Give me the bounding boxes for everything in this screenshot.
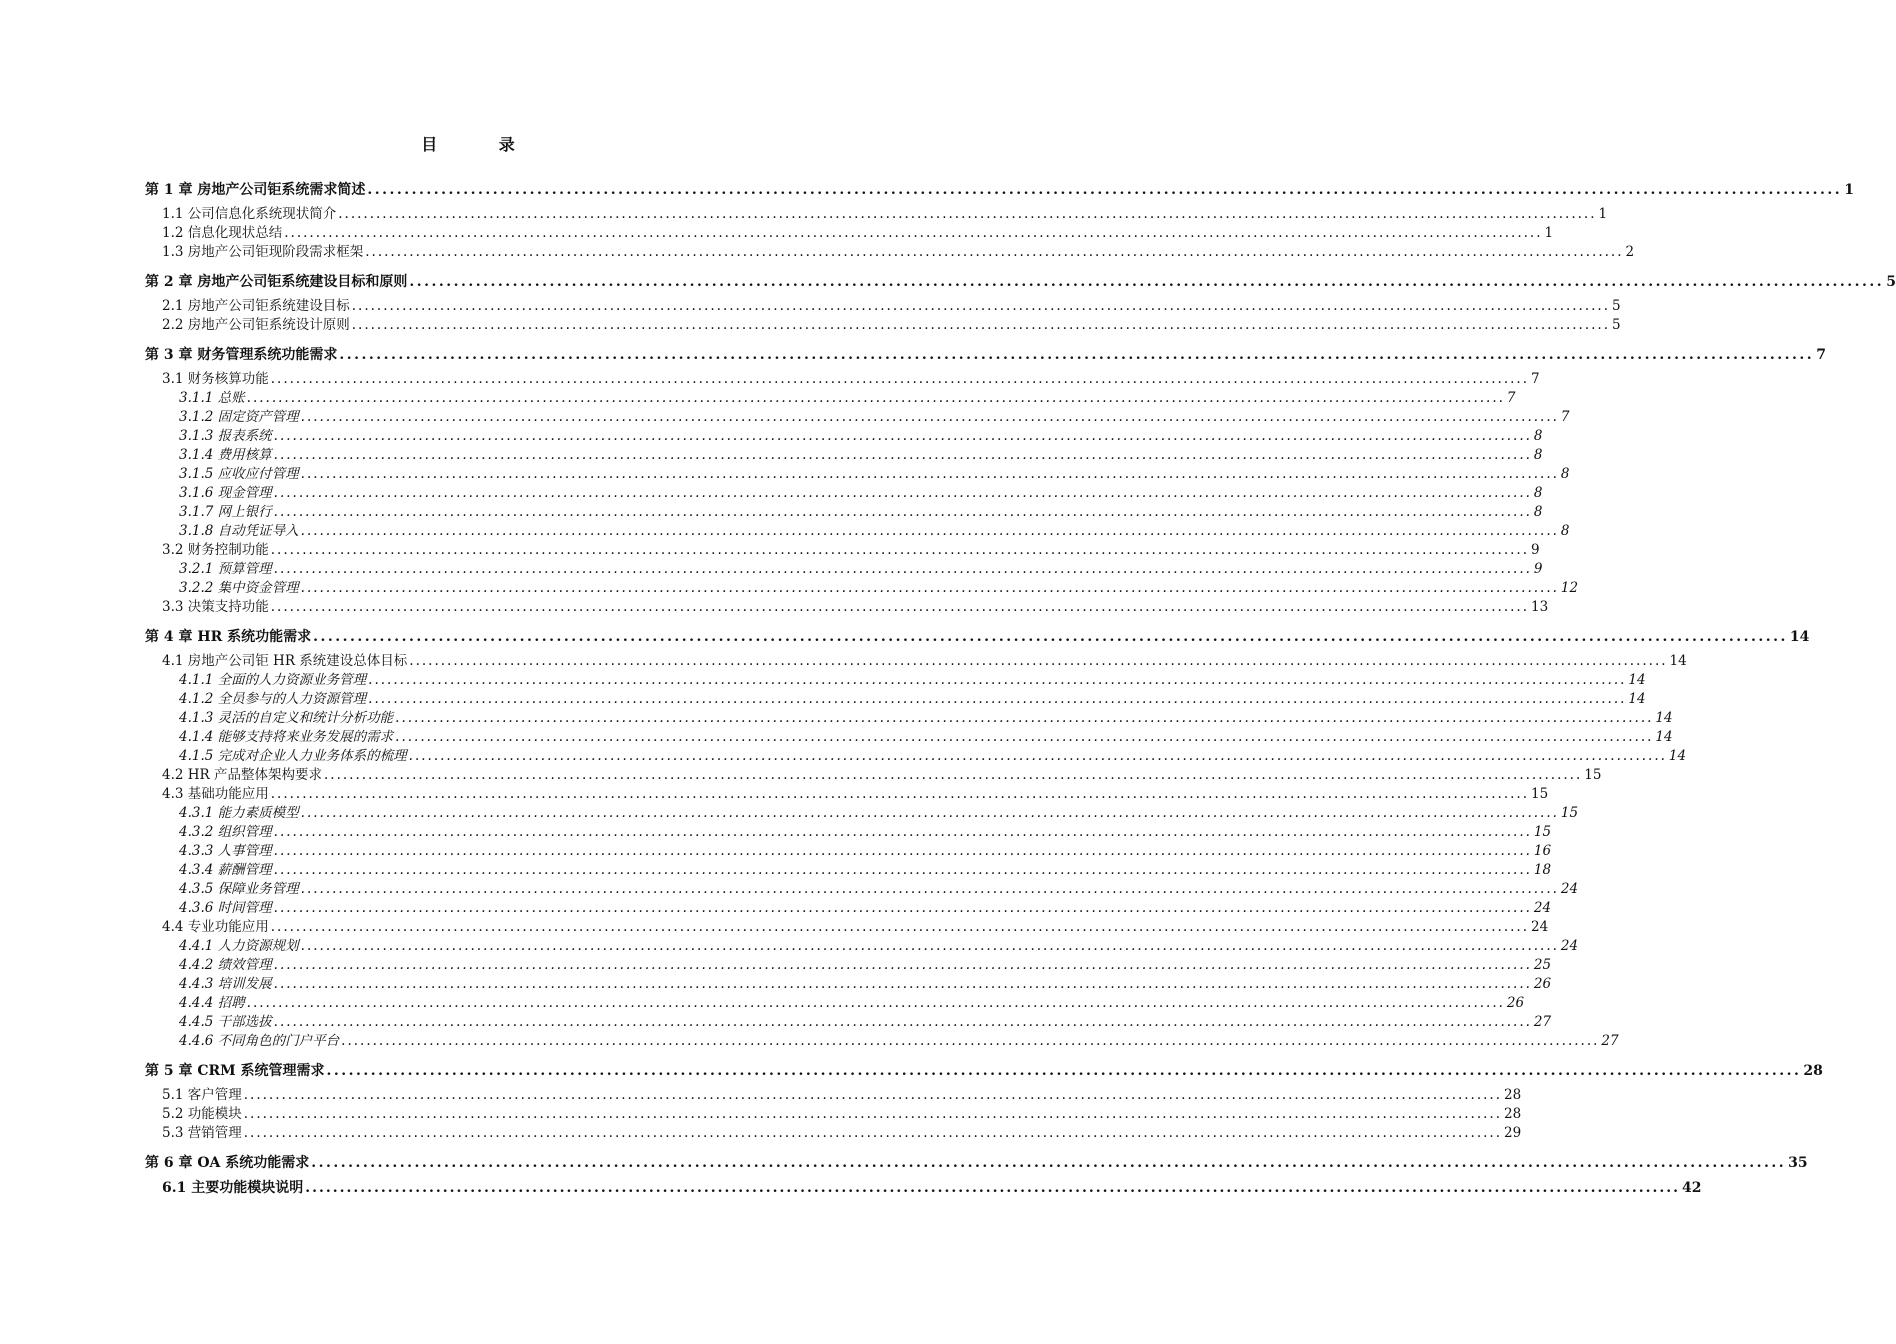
toc-page-number: 8: [1560, 466, 1570, 482]
toc-page-number: 12: [1560, 580, 1579, 596]
toc-page-number: 15: [1533, 824, 1552, 840]
toc-entry-label: 3.1 财务核算功能: [162, 371, 269, 387]
toc-dot-leader: ........................................................................................................................................................................................................: [311, 1155, 1787, 1171]
toc-entry-label: 4.1.2 全员参与的人力资源管理: [179, 691, 367, 707]
toc-entry-label: 5.2 功能模块: [162, 1106, 242, 1122]
toc-entry-label: 4.4.6 不同角色的门户平台: [179, 1033, 340, 1049]
toc-section-entry[interactable]: [145, 1013, 1552, 1032]
toc-dot-leader: ........................................................................................................................................................................................................: [273, 561, 1532, 577]
toc-page-number: 7: [1560, 409, 1570, 425]
toc-dot-leader: ........................................................................................................................................................................................................: [273, 1014, 1532, 1030]
toc-entry-label: 4.4 专业功能应用: [162, 919, 269, 935]
toc-entry-label: 4.1 房地产公司钜 HR 系统建设总体目标: [162, 653, 408, 669]
toc-entry-label: 3.2 财务控制功能: [162, 542, 269, 558]
toc-chapter-entry[interactable]: [145, 627, 1810, 647]
toc-entry-label: 3.3 决策支持功能: [162, 599, 269, 615]
toc-dot-leader: ........................................................................................................................................................................................................: [395, 710, 1654, 726]
toc-page-number: 5: [1886, 274, 1896, 290]
toc-page-number: 5: [1612, 298, 1621, 314]
toc-section-entry[interactable]: [145, 994, 1525, 1013]
toc-page-number: 9: [1533, 561, 1543, 577]
toc-page-number: 14: [1628, 691, 1646, 707]
toc-entry-label: 3.1.3 报表系统: [179, 428, 272, 444]
toc-section-entry[interactable]: [145, 918, 1549, 937]
toc-section-entry[interactable]: [145, 541, 1540, 560]
toc-page-number: 7: [1816, 347, 1826, 363]
toc-page-number: 26: [1533, 976, 1552, 992]
toc-dot-leader: ........................................................................................................................................................................................................: [270, 786, 1530, 802]
toc-section-entry[interactable]: [145, 1124, 1522, 1143]
toc-section-entry[interactable]: [145, 709, 1673, 728]
toc-section-entry[interactable]: [145, 842, 1552, 861]
toc-page-number: 29: [1504, 1125, 1522, 1141]
toc-page-number: 8: [1560, 523, 1570, 539]
toc-dot-leader: ........................................................................................................................................................................................................: [270, 919, 1530, 935]
toc-page-number: 24: [1560, 938, 1579, 954]
toc-dot-leader: ........................................................................................................................................................................................................: [273, 447, 1532, 463]
toc-section-entry[interactable]: [145, 652, 1687, 671]
toc-section-entry[interactable]: [145, 465, 1570, 484]
toc-dot-leader: ........................................................................................................................................................................................................: [300, 938, 1559, 954]
toc-page-number: 5: [1612, 317, 1621, 333]
toc-entry-label: 3.1.2 固定资产管理: [179, 409, 299, 425]
toc-entry-label: 3.2.1 预算管理: [179, 561, 272, 577]
toc-chapter-entry[interactable]: [145, 1061, 1823, 1081]
toc-section-entry[interactable]: [145, 370, 1540, 389]
toc-entry-label: 1.2 信息化现状总结: [162, 225, 283, 241]
toc-dot-leader: ........................................................................................................................................................................................................: [365, 244, 1624, 260]
toc-dot-leader: ........................................................................................................................................................................................................: [324, 767, 1583, 783]
toc-dot-leader: ........................................................................................................................................................................................................: [305, 1180, 1681, 1196]
toc-chapter-entry[interactable]: [145, 1153, 1808, 1173]
toc-entry-label: 第 3 章 财务管理系统功能需求: [145, 347, 338, 363]
toc-entry-label: 3.1.6 现金管理: [179, 485, 272, 501]
toc-section-entry[interactable]: [145, 671, 1646, 690]
toc-dot-leader: ........................................................................................................................................................................................................: [273, 976, 1532, 992]
toc-entry-label: 4.3.3 人事管理: [179, 843, 272, 859]
toc-title: 目 录: [421, 135, 543, 154]
toc-dot-leader: ........................................................................................................................................................................................................: [246, 390, 1505, 406]
toc-entry-label: 4.4.4 招聘: [179, 995, 245, 1011]
toc-section-entry[interactable]: [145, 297, 1621, 316]
toc-entry-label: 3.2.2 集中资金管理: [179, 580, 299, 596]
toc-dot-leader: ........................................................................................................................................................................................................: [408, 748, 1667, 764]
toc-dot-leader: ........................................................................................................................................................................................................: [351, 298, 1611, 314]
toc-section-entry[interactable]: [145, 205, 1608, 224]
toc-section-entry[interactable]: [145, 690, 1646, 709]
toc-dot-leader: ........................................................................................................................................................................................................: [409, 653, 1668, 669]
toc-dot-leader: ........................................................................................................................................................................................................: [270, 599, 1530, 615]
toc-dot-leader: ........................................................................................................................................................................................................: [273, 504, 1532, 520]
toc-page-number: 9: [1531, 542, 1540, 558]
toc-entry-label: 4.4.1 人力资源规划: [179, 938, 299, 954]
toc-page-number: 26: [1506, 995, 1525, 1011]
toc-entry-label: 4.1.4 能够支持将来业务发展的需求: [179, 729, 394, 745]
toc-page-number: 15: [1584, 767, 1602, 783]
toc-entry-label: 4.1.5 完成对企业人力业务体系的梳理: [179, 748, 407, 764]
toc-dot-leader: ........................................................................................................................................................................................................: [341, 1033, 1600, 1049]
toc-entry-label: 第 6 章 OA 系统功能需求: [145, 1155, 310, 1171]
toc-page-number: 24: [1560, 881, 1579, 897]
toc-section-entry[interactable]: [145, 899, 1552, 918]
toc-page-number: 35: [1788, 1155, 1808, 1171]
toc-entry-label: 2.2 房地产公司钜系统设计原则: [162, 317, 350, 333]
toc-entry-label: 1.1 公司信息化系统现状简介: [162, 206, 337, 222]
toc-dot-leader: ........................................................................................................................................................................................................: [243, 1106, 1503, 1122]
toc-section-entry[interactable]: [145, 785, 1549, 804]
toc-section-entry[interactable]: [145, 956, 1552, 975]
toc-entry-label: 4.1.3 灵活的自定义和统计分析功能: [179, 710, 394, 726]
toc-section-entry[interactable]: [145, 224, 1554, 243]
toc-section-entry[interactable]: [145, 484, 1543, 503]
toc-page-number: 15: [1560, 805, 1579, 821]
toc-section-entry[interactable]: [145, 861, 1552, 880]
toc-dot-leader: ........................................................................................................................................................................................................: [368, 691, 1627, 707]
toc-section-entry[interactable]: [145, 1032, 1619, 1051]
toc-page-number: 28: [1803, 1063, 1823, 1079]
toc-page-number: 16: [1533, 843, 1552, 859]
toc-entry-label: 6.1 主要功能模块说明: [162, 1180, 304, 1196]
toc-dot-leader: ........................................................................................................................................................................................................: [300, 409, 1559, 425]
toc-entry-label: 3.1.8 自动凭证导入: [179, 523, 299, 539]
toc-entry-label: 4.4.2 绩效管理: [179, 957, 272, 973]
toc-dot-leader: ........................................................................................................................................................................................................: [243, 1087, 1503, 1103]
toc-page-number: 14: [1628, 672, 1646, 688]
toc-section-entry[interactable]: [145, 766, 1602, 785]
toc-page-number: 24: [1531, 919, 1549, 935]
toc-dot-leader: ........................................................................................................................................................................................................: [300, 881, 1559, 897]
toc-section-entry[interactable]: [145, 880, 1579, 899]
toc-page-number: 13: [1531, 599, 1549, 615]
toc-page-number: 14: [1668, 748, 1687, 764]
table-of-contents: [145, 180, 1896, 1198]
toc-dot-leader: ........................................................................................................................................................................................................: [300, 805, 1559, 821]
toc-dot-leader: ........................................................................................................................................................................................................: [409, 274, 1885, 290]
toc-entry-label: 第 4 章 HR 系统功能需求: [145, 629, 312, 645]
toc-section-entry[interactable]: [145, 804, 1579, 823]
toc-dot-leader: ........................................................................................................................................................................................................: [273, 862, 1532, 878]
toc-section-entry[interactable]: [145, 427, 1543, 446]
toc-page-number: 15: [1531, 786, 1549, 802]
toc-dot-leader: ........................................................................................................................................................................................................: [300, 580, 1559, 596]
toc-page-number: 8: [1533, 485, 1543, 501]
toc-page-number: 8: [1533, 504, 1543, 520]
toc-section-entry[interactable]: [145, 598, 1549, 617]
toc-dot-leader: ........................................................................................................................................................................................................: [338, 206, 1597, 222]
toc-entry-label: 4.2 HR 产品整体架构要求: [162, 767, 322, 783]
toc-section-entry[interactable]: [145, 728, 1673, 747]
toc-page-number: 14: [1655, 729, 1673, 745]
toc-dot-leader: ........................................................................................................................................................................................................: [367, 182, 1843, 198]
toc-page-number: 18: [1533, 862, 1552, 878]
toc-entry-label: 1.3 房地产公司钜现阶段需求框架: [162, 244, 364, 260]
toc-section-entry[interactable]: [145, 1105, 1522, 1124]
toc-entry-label: 2.1 房地产公司钜系统建设目标: [162, 298, 350, 314]
toc-entry-label: 3.1.1 总账: [179, 390, 245, 406]
toc-page-number: 7: [1531, 371, 1540, 387]
toc-section-entry[interactable]: [145, 823, 1552, 842]
toc-page-number: 1: [1544, 225, 1554, 241]
toc-section-entry[interactable]: [145, 937, 1579, 956]
toc-page-number: 14: [1655, 710, 1673, 726]
toc-entry-label: 3.1.7 网上银行: [179, 504, 272, 520]
toc-page-number: 42: [1682, 1180, 1702, 1196]
toc-entry-label: 第 2 章 房地产公司钜系统建设目标和原则: [145, 274, 408, 290]
toc-dot-leader: ........................................................................................................................................................................................................: [273, 900, 1532, 916]
toc-page-number: 8: [1533, 428, 1543, 444]
toc-entry-label: 5.3 营销管理: [162, 1125, 242, 1141]
toc-chapter-entry[interactable]: [145, 345, 1826, 365]
toc-entry-label: 4.3 基础功能应用: [162, 786, 269, 802]
toc-dot-leader: ........................................................................................................................................................................................................: [270, 542, 1530, 558]
toc-section-entry[interactable]: [145, 560, 1543, 579]
toc-entry-label: 3.1.5 应收应付管理: [179, 466, 299, 482]
toc-section-entry[interactable]: [145, 243, 1635, 262]
toc-entry-label: 5.1 客户管理: [162, 1087, 242, 1103]
toc-dot-leader: ........................................................................................................................................................................................................: [273, 485, 1532, 501]
toc-section-entry[interactable]: [145, 316, 1621, 335]
toc-entry-label: 3.1.4 费用核算: [179, 447, 272, 463]
toc-dot-leader: ........................................................................................................................................................................................................: [351, 317, 1611, 333]
toc-dot-leader: ........................................................................................................................................................................................................: [273, 428, 1532, 444]
toc-dot-leader: ........................................................................................................................................................................................................: [246, 995, 1505, 1011]
toc-section-entry[interactable]: [145, 503, 1543, 522]
toc-dot-leader: ........................................................................................................................................................................................................: [300, 523, 1559, 539]
toc-dot-leader: ........................................................................................................................................................................................................: [243, 1125, 1503, 1141]
toc-page-number: 27: [1533, 1014, 1552, 1030]
toc-section-entry[interactable]: [145, 579, 1579, 598]
toc-entry-label: 4.3.6 时间管理: [179, 900, 272, 916]
toc-entry-label: 4.4.5 干部选拔: [179, 1014, 272, 1030]
toc-dot-leader: ........................................................................................................................................................................................................: [339, 347, 1815, 363]
toc-section-entry[interactable]: [145, 1178, 1702, 1198]
toc-page-number: 27: [1601, 1033, 1619, 1049]
toc-entry-label: 4.3.1 能力素质模型: [179, 805, 299, 821]
toc-page-number: 1: [1844, 182, 1854, 198]
toc-section-entry[interactable]: [145, 408, 1570, 427]
toc-dot-leader: ........................................................................................................................................................................................................: [395, 729, 1654, 745]
toc-chapter-entry[interactable]: [145, 180, 1854, 200]
toc-section-entry[interactable]: [145, 1086, 1522, 1105]
toc-entry-label: 4.3.5 保障业务管理: [179, 881, 299, 897]
toc-dot-leader: ........................................................................................................................................................................................................: [368, 672, 1627, 688]
toc-dot-leader: ........................................................................................................................................................................................................: [326, 1063, 1802, 1079]
toc-page-number: 24: [1533, 900, 1552, 916]
toc-page-number: 8: [1533, 447, 1543, 463]
toc-page-number: 7: [1506, 390, 1516, 406]
toc-page-number: 14: [1789, 629, 1810, 645]
toc-page-number: 14: [1669, 653, 1687, 669]
toc-dot-leader: ........................................................................................................................................................................................................: [300, 466, 1559, 482]
toc-section-entry[interactable]: [145, 446, 1543, 465]
toc-chapter-entry[interactable]: [145, 272, 1896, 292]
toc-page-number: 28: [1504, 1087, 1522, 1103]
toc-entry-label: 第 5 章 CRM 系统管理需求: [145, 1063, 325, 1079]
toc-section-entry[interactable]: [145, 747, 1687, 766]
toc-dot-leader: ........................................................................................................................................................................................................: [270, 371, 1530, 387]
toc-section-entry[interactable]: [145, 389, 1516, 408]
toc-page-number: 2: [1625, 244, 1635, 260]
toc-dot-leader: ........................................................................................................................................................................................................: [284, 225, 1543, 241]
toc-page-number: 25: [1533, 957, 1552, 973]
toc-entry-label: 4.4.3 培训发展: [179, 976, 272, 992]
toc-page-number: 28: [1504, 1106, 1522, 1122]
toc-dot-leader: ........................................................................................................................................................................................................: [273, 957, 1532, 973]
toc-entry-label: 4.3.4 薪酬管理: [179, 862, 272, 878]
toc-entry-label: 4.1.1 全面的人力资源业务管理: [179, 672, 367, 688]
toc-dot-leader: ........................................................................................................................................................................................................: [273, 824, 1532, 840]
toc-section-entry[interactable]: [145, 975, 1552, 994]
toc-section-entry[interactable]: [145, 522, 1570, 541]
toc-entry-label: 第 1 章 房地产公司钜系统需求简述: [145, 182, 366, 198]
toc-page-number: 1: [1598, 206, 1608, 222]
toc-dot-leader: ........................................................................................................................................................................................................: [313, 629, 1788, 645]
toc-entry-label: 4.3.2 组织管理: [179, 824, 272, 840]
toc-dot-leader: ........................................................................................................................................................................................................: [273, 843, 1532, 859]
